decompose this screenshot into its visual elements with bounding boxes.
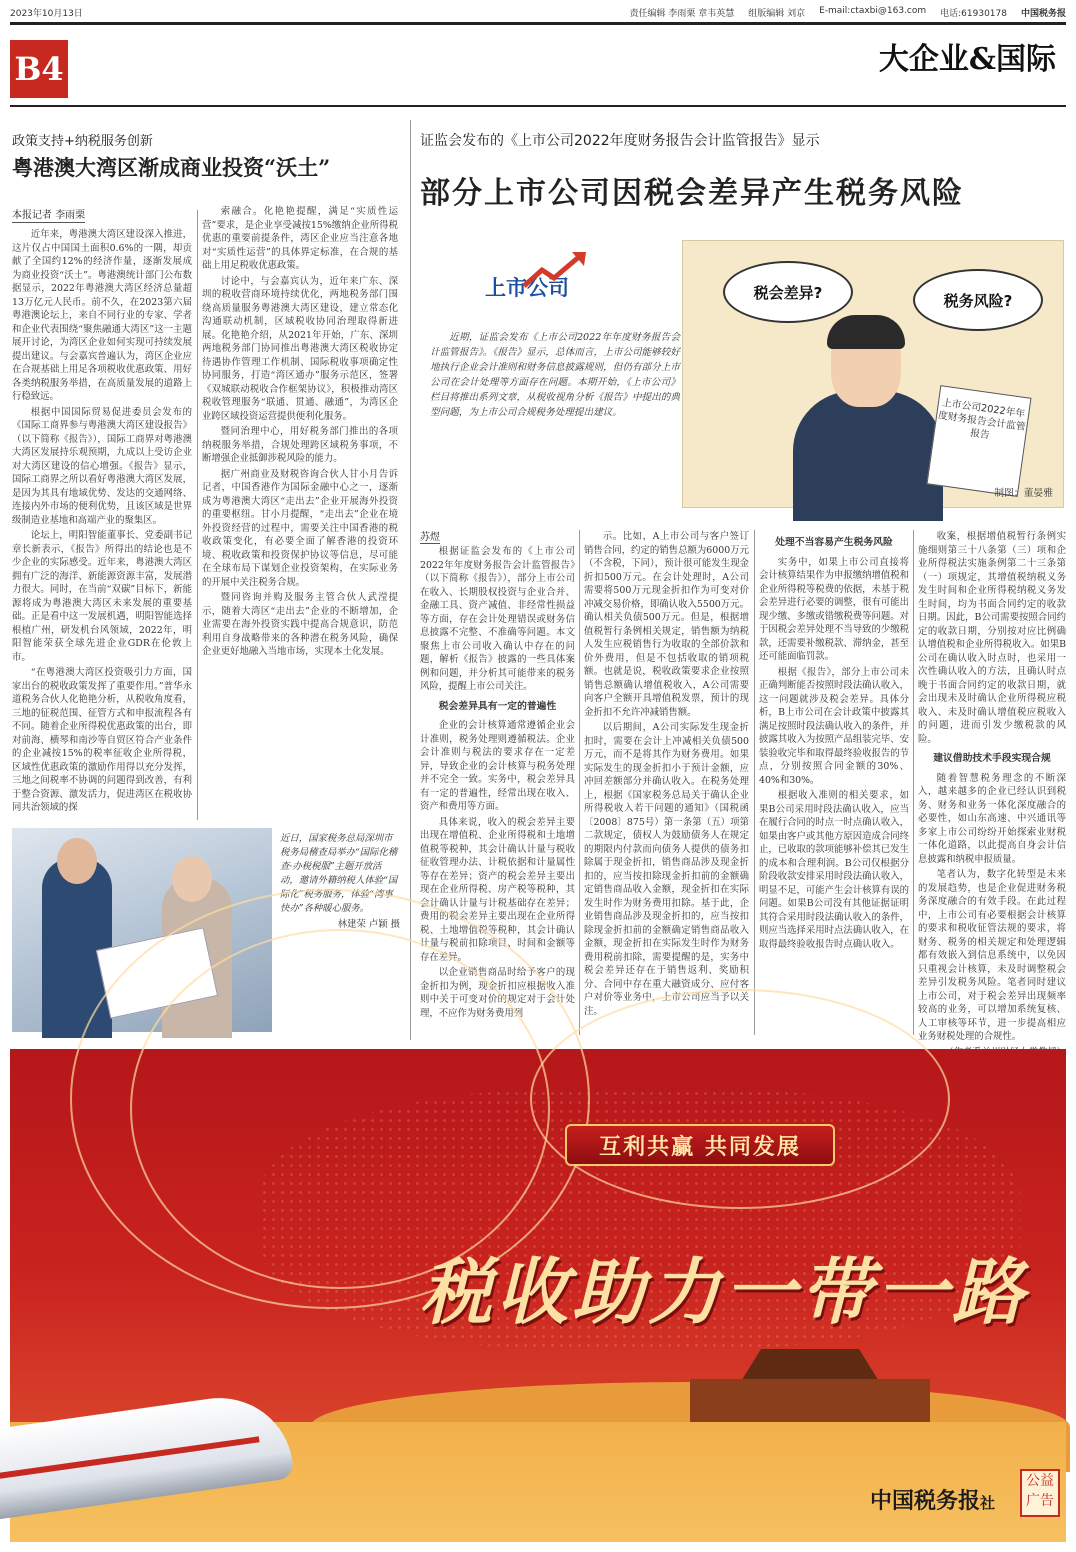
photo-credit: 林建荣 卢颖 摄 <box>337 919 400 930</box>
speech-bubble-tax-risk: 税务风险? <box>913 269 1043 331</box>
right-column-2 <box>584 530 749 1040</box>
right-kicker: 证监会发布的《上市公司2022年度财务报告会计监管报告》显示 <box>420 133 820 149</box>
paragraph: 实务中，如果上市公司直接将会计核算结果作为申报缴纳增值税和企业所得税等税费的依据，未基于税会差异进行必要的调整，很有可能出现少缴、多缴或错缴税费等问题。对于因税会差异处理不当导致的少缴税款，还需要补缴税款、滞纳金，甚至还可能面临罚款。 <box>759 556 910 662</box>
header-info <box>629 6 1066 22</box>
left-column-2 <box>202 205 398 820</box>
header-editor: 责任编辑 李雨栗 章韦英慧 <box>629 9 735 19</box>
column-logo: 上市公司 <box>485 276 569 300</box>
section-title: 大企业&国际 <box>878 42 1056 77</box>
decorative-swirl <box>530 989 950 1209</box>
paragraph: 以企业销售商品时给予客户的现金折扣为例，现金折扣应根据收入准则中关于可变对价的规定对于会计处理，不应作为财务费用列 <box>420 967 575 1019</box>
paragraph: 暨同治理中心，用好税务部门推出的各项纳税服务举措，合规处理跨区域税务事项，不断增强企业抵御涉税风险的能力。 <box>202 426 398 464</box>
header-paper: 中国税务报 <box>1020 9 1066 19</box>
page-number: B4 <box>10 40 68 98</box>
ad-title: 税收助力一带一路 <box>420 1249 1029 1334</box>
fortress-roof <box>740 1349 880 1383</box>
column-divider <box>579 530 580 1035</box>
cartoon-credit: 制图：董晏雅 <box>994 488 1053 499</box>
trend-arrow-icon <box>520 248 590 292</box>
page-header <box>10 6 1066 22</box>
paragraph: “在粤港澳大湾区投资吸引力方面，国家出台的税收政策发挥了重要作用。”普华永道税务合伙人化艳艳分析，从税收角度看，三地的征税范围、征管方式和申报流程各有不同。随着企业所得税优惠政策的出台，即对前海、横琴和南沙等自贸区符合产业条件的企业减按15%的税率征收企业所得税，区域性优惠政策的激励作用得以充分发挥，三地之间税率不协调的问题得到改善，有利于整合资源、激发活力，促进湾区在税收协同共治领域的探 <box>12 667 192 813</box>
header-phone: 电话:61930178 <box>940 9 1007 19</box>
train-stripe <box>0 1436 260 1480</box>
paragraph: 根据中国国际贸易促进委员会发布的《国际工商界参与粤港澳大湾区建设报告》（以下简称《报告》），国际工商界对粤港澳大湾区发展持乐观预期，九成以上受访企业对大湾区建设的信心增强。《报告》显示，国际工商界之所以看好粤港澳大湾区发展，是因为其具有地域优势、发达的交通网络、连接内外市场的便利优势，且该区域是世界级制造业基地和高端产业的聚集区。 <box>12 406 192 526</box>
photo-person-head <box>57 838 97 884</box>
paragraph: 具体来说，收入的税会差异主要出现在增值税、企业所得税和土地增值税等税种，其会计确认计量与税收征收管理办法、计税依据和计量属性等存在差异；资产的税会差异主要出现在企业所得税、房产税等税种，其会计确认计量与计税基础存在差异；费用的税会差异主要出现在企业所得税、土地增值税等税种，其会计确认计量与税前扣除项目、时间和金额等存在差异。 <box>420 816 575 963</box>
section-rule <box>10 105 1066 107</box>
paragraph: 暨同咨询并购及服务主管合伙人武滢提示，随着大湾区“走出去”企业的不断增加，企业需要在海外投资实践中提高合规意识，防范利用自身战略带来的各种潜在税务风险，确保企业更好地融入当地市场，实现本土化发展。 <box>202 592 398 657</box>
header-email[interactable]: E-mail:ctaxbi@163.com <box>819 6 927 16</box>
cartoon-man-hair <box>827 315 905 349</box>
paragraph: 随着智慧税务理念的不断深入，越来越多的企业已经认识到税务、财务和业务一体化深度融合的必要性，如山东高速、中兴通讯等多家上市公司纷纷开始探索业财税一体化道路，以此提高自身会计信息披露和纳税申报质量。 <box>918 772 1066 865</box>
public-service-ad <box>10 1049 1066 1542</box>
public-ad-seal: 公益广告 <box>1020 1469 1060 1517</box>
left-column-1 <box>12 228 192 818</box>
subheading: 建议借助技术手段实现合规 <box>933 753 1051 764</box>
right-column-3 <box>759 530 909 1040</box>
header-date: 2023年10月13日 <box>10 9 83 19</box>
paragraph: 收案，根据增值税暂行条例实施细则第三十八条第（三）项和企业所得税法实施条例第二十三条第（一）项规定，其增值税纳税义务发生时间和企业所得税纳税义务发生时间，均为书面合同约定的收款日期。因此，B公司需要按照合同约定的收款日期，分别按对应比例确认增值税和企业所得税收入。如果B公司在确认收入时点时，也采用一次性确认收入的方法，且确认时点晚于书面合同约定的收款日期，就会出现未及时确认企业所得税应税收入、未及时确认增值税应税收入的问题，进而引发少缴税款的风险。 <box>918 531 1066 745</box>
paragraph: 论坛上，明阳智能董事长、党委副书记章长新表示，《报告》所得出的结论也是不少企业的实际感受。近年来，粤港澳大湾区拥有广泛的海洋、新能源资源丰富，发展潜力很大。同时，在当前“双碳”目标下，新能源将成为粤港澳大湾区未来发展的重要基础。正是看中这一发展机遇，明阳智能选择根植广州，研发机台风领域，2022年，明阳智能荣获全球先进企业GDR在伦敦上市。 <box>12 530 192 663</box>
subheading: 税会差异具有一定的普遍性 <box>438 700 557 712</box>
photo-caption-text: 近日，国家税务总局深圳市税务局稽查局举办“国际化稽查·办税税服”主题开放活动，邀请外籍纳税人体验“国际化”税务服务，体验“湾事快办”各种暖心服务。 <box>280 833 398 914</box>
paragraph: 据广州商业及财税咨询合伙人甘小月告诉记者，中国香港作为国际金融中心之一，逐渐成为粤港澳大湾区“走出去”企业开展海外投资的重要枢纽。甘小月提醒，“走出去”企业在境外投资经营的过程中，需要关注中国香港的税收政策变化，有必要全面了解香港的投资环境、税收政策和投资保护协议等信息，尽可能在全球布局下谋划企业投资架构，在实际业务的开展中关注税务合规。 <box>202 468 398 588</box>
column-divider <box>197 210 198 820</box>
right-byline: 苏煜 <box>420 528 440 544</box>
subheading: 处理不当容易产生税务风险 <box>775 537 893 548</box>
right-column-4 <box>918 530 1066 1040</box>
left-kicker: 政策支持+纳税服务创新 <box>12 134 153 149</box>
left-headline[interactable]: 粤港澳大湾区渐成商业投资“沃土” <box>12 155 331 180</box>
cartoon-man-suit <box>793 391 943 521</box>
column-divider <box>913 530 914 1035</box>
intro-text <box>430 330 680 420</box>
paragraph: 索融合。化艳艳提醒，满足“实质性运营”要求，是企业享受减按15%缴纳企业所得税优惠的重要前提条件，湾区企业应当注意各地对“实质性运营”的具体界定标准，在合规的基础上用足税收优惠政策。 <box>202 206 398 271</box>
ad-slogan: 互利共赢 共同发展 <box>565 1124 835 1166</box>
paragraph: 笔者认为，数字化转型是未来的发展趋势，也是企业促进财务税务深度融合的有效手段。在此过程中，上市公司有必要根据会计核算的要求和税收征管法规的要求，将财务、税务的相关规定和处理逻辑都有效嵌入到信息系统中，以免因只重视会计核算，未及时调整税会差异引发税务风险。笔者同时建议上市公司，对于税会差异出现频率较高的业务，可以增加系统复核、人工审核等环节，进一步提高相应业务财税处理的合规性。 <box>918 869 1066 1042</box>
left-byline: 本报记者 李雨栗 <box>12 206 85 223</box>
column-divider <box>754 530 755 1035</box>
paragraph: 以后期间，A公司实际发生现金折扣时，需要在会计上冲减相关负债500万元，而不是将其作为财务费用。如果实际发生的现金折扣小于预计金额，应冲回差额部分并确认收入。在税务处理上，根据《国家税务总局关于确认企业所得税收入若干问题的通知》（国税函〔2008〕875号）第一条第（五）项第二款规定，债权人为鼓励债务人在规定的期限内付款而向债务人提供的债务扣除属于现金折扣，销售商品涉及现金折扣的，应当按扣除现金折扣前的金额确定销售商品收入金额，现金折扣在实际发生时作为财务费用扣除。基于此，企业销售商品涉及现金折扣的，应当按扣除现金折扣前的金额确定销售商品收入金额，现金折扣在实际发生时作为财务费用税前扣除，需要提醒的是，实务中税会差异还存在于销售返利、奖励积分、合同中存在重大融资成分、应付客户对价等业务中，上市公司应当予以关注。 <box>584 722 749 1017</box>
paragraph: 讨论中，与会嘉宾认为，近年来广东、深圳的税收营商环境持续优化，两地税务部门围绕高质量服务粤港澳大湾区建设，建立常态化沟通联动机制，区域税收协同治理取得新进展。化艳艳介绍，从2021年开始，广东、深圳两地税务部门协同推出粤港澳大湾区税收协定待遇协作管理工作机制、国际税收事项确定性协同服务，打造“湾区通办”服务示范区，签署《双城联动税收合作框架协议》，积极推动湾区税收管理服务“联通、贯通、融通”，为湾区企业跨区域投资运营提供便利化服务。 <box>202 275 398 422</box>
intro-paragraph: 近期，证监会发布《上市公司2022年年度财务报告会计监管报告》。《报告》显示，总体而言，上市公司能够较好地执行企业会计准则和财务信息披露规则，但仍有部分上市公司在会计处理等方面存在问题。本期开始，《上市公司》栏目将推出系列文章，从税收视角分析《报告》中提出的典型问题，为上市公司合规税务处理提出建议。 <box>430 332 680 418</box>
paragraph: 近年来，粤港澳大湾区建设深入推进，这片仅占中国国土面积0.6%的一隅，却贡献了全国约12%的经济作量，逐渐发展成为商业投资“沃土”。粤港澳统计部门公布数据显示，2022年粤港澳大湾区经济总量超13万亿元人民币。前不久，在2023第六届粤港澳论坛上，来自不同行业的专家、学者和企业代表围绕“聚焦融通大湾区”这一主题展开讨论，为湾区企业如何实现可持续发展提出建议。与会嘉宾普遍认为，湾区企业应在合规基础上用足各项税收优惠政策、用好各类纳税服务举措，在高质量发展的道路上行稳致远。 <box>12 229 192 402</box>
paragraph: 根据收入准则的相关要求，如果B公司采用时段法确认收入，应当在履行合同的时点一时点确认收入，如果由客户或其他方原因造成合同终止，已收取的款项能够补偿其已发生的成本和合理利润。B公司仅根据分阶段收款安排采用时段法确认收入，明显不足，可能产生会计核算有误的问题。如果B公司没有其他证据证明其符合采用时段法确认收入的条件，则应当选择采用时点法确认收入，在取得最终验收报告时点确认收入。 <box>759 790 910 950</box>
header-layout: 组版编辑 刘京 <box>748 9 806 19</box>
publisher-org: 社 <box>980 1494 996 1512</box>
cartoon-report: 上市公司2022年年度财务报告会计监管报告 <box>926 385 1031 497</box>
photo-person-head <box>172 856 212 902</box>
masthead-rule <box>10 22 1066 25</box>
publisher-name: 中国税务报 <box>870 1488 981 1514</box>
speech-bubble-tax-difference: 税会差异? <box>723 261 853 323</box>
paragraph: 企业的会计核算通常遵循企业会计准则，税务处理则遵循税法。企业会计准则与税法的要求存在一定差异，导致企业的会计核算与税务处理并不完全一致。实务中，税会差异具有一定的普遍性，经常出现在收入、资产和费用等方面。 <box>420 720 575 812</box>
cartoon-illustration <box>682 240 1064 508</box>
right-headline[interactable]: 部分上市公司因税会差异产生税务风险 <box>420 176 964 211</box>
ad-publisher <box>870 1484 995 1515</box>
paragraph: 示。比如，A上市公司与客户签订销售合同，约定的销售总额为6000万元（不含税，下同），预计很可能发生现金折扣500万元。在会计处理时，A公司需要将500万元现金折扣作为可变对价冲减交易价格，即确认收入5500万元。确认相关负债500万元。但是，根据增值税暂行条例相关规定，销售额为纳税人发生应税销售行为收取的全部价款和价外费用，但是不包括收取的销项税额。也就是说，税收政策要求企业按照销售总额确认增值税收入，A公司需要向客户全额开具增值税发票，预计的现金折扣不允许冲减销售额。 <box>584 531 749 718</box>
paragraph: 根据证监会发布的《上市公司2022年年度财务报告会计监管报告》（以下简称《报告》），部分上市公司在收入、长期股权投资与企业合并、金融工具、资产减值、非经常性损益等方面，存在会计处理错误或财务信息披露不完整、不准确等问题。本文聚焦上市公司收入确认中存在的问题，解析《报告》披露的一些具体案例和问题，并分析其可能带来的税务风险，提醒上市公司关注。 <box>420 546 575 692</box>
paragraph: 根据《报告》，部分上市公司未正确判断能否按照时段法确认收入，这一问题就涉及税会差异。具体分析，B上市公司在会计政策中披露其满足按照时段法确认收入的条件，并披露其收入为按照产品组装完毕、安装验收完毕和取得最终验收报告的节点，分别按照合同金额的30%、40%和30%。 <box>759 666 910 786</box>
